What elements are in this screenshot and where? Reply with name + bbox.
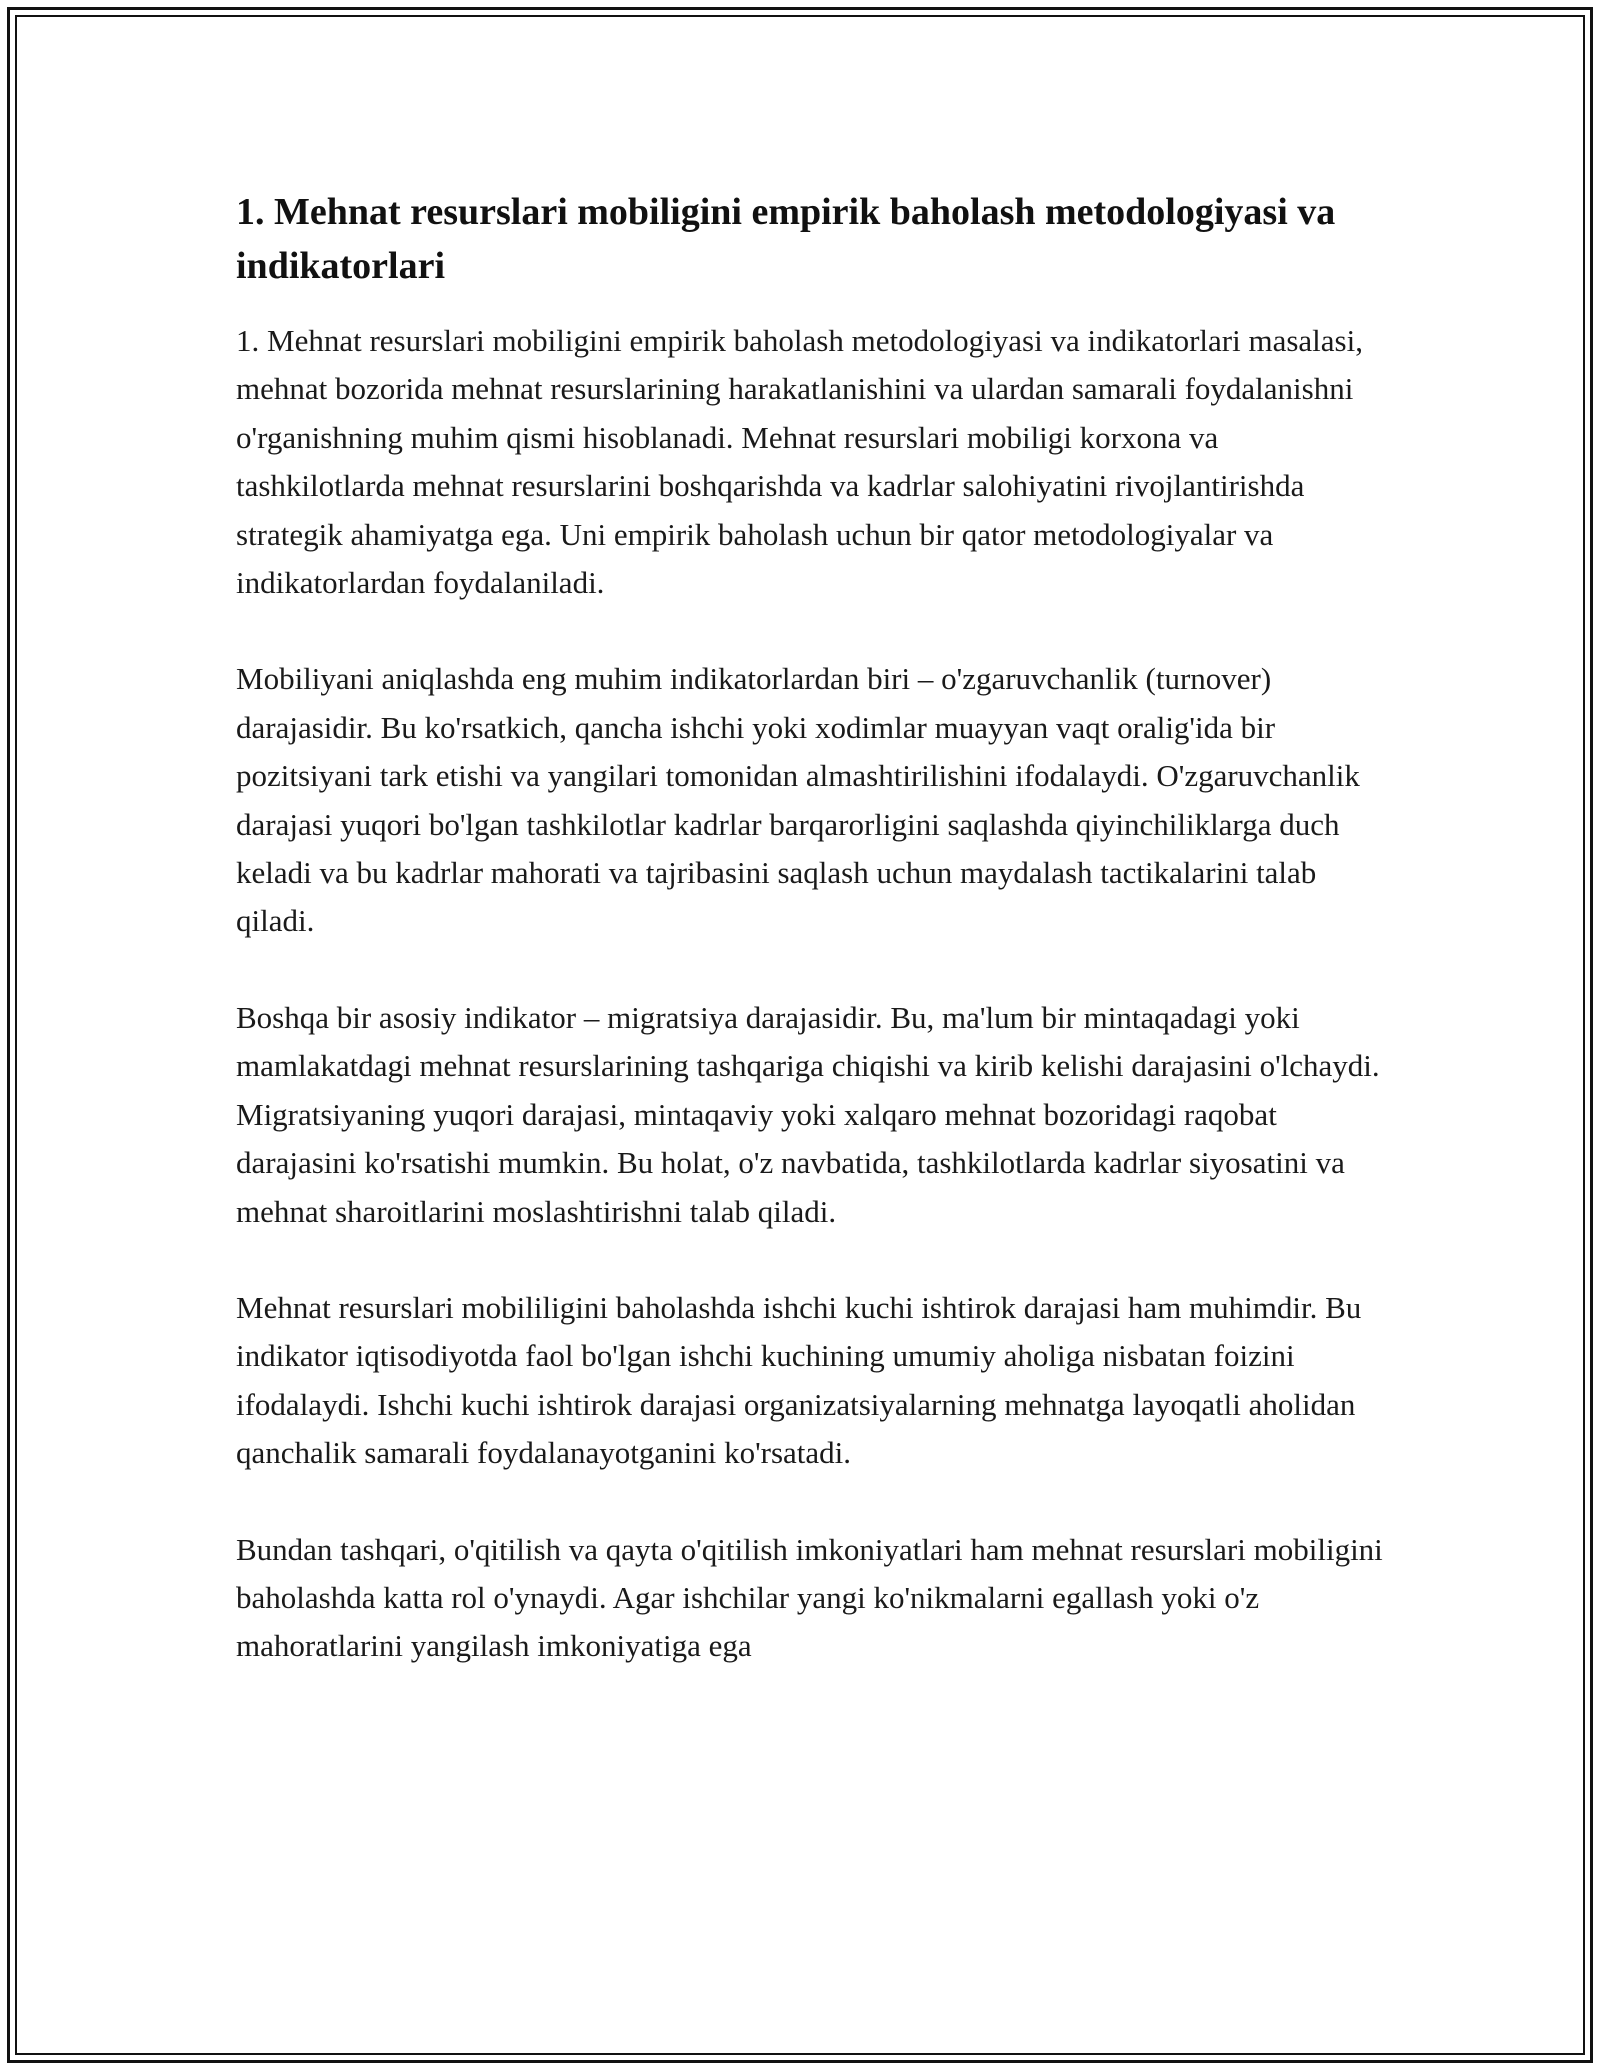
paragraph-labor-participation: Mehnat resurslari mobililigini baholashda ishchi kuchi ishtirok darajasi ham muhimdir. Bu indikator iqtisodiyotda faol bo'lgan ishchi kuchining umumiy aholiga nisbatan foizini ifodalaydi. Ishchi kuchi ishtirok darajasi organizatsiyalarning mehnatga layoqatli aholidan qanchalik samarali foydalanayotganini ko'rsatadi.: [236, 1289, 1362, 1471]
section-heading: 1. Mehnat resurslari mobiligini empirik baholash metodologiyasi va indikatorlari: [236, 191, 1336, 287]
paragraph-migration: Boshqa bir asosiy indikator – migratsiya darajasidir. Bu, ma'lum bir mintaqadagi yoki mamlakatdagi mehnat resurslarining tashqariga chiqishi va kirib kelishi darajasini o'lchaydi. Migratsiyaning yuqori darajasi, mintaqaviy yoki xalqaro mehnat bozoridagi raqobat darajasini ko'rsatishi mumkin. Bu holat, o'z navbatida, tashkilotlarda kadrlar siyosatini va mehnat sharoitlarini moslashtirishni talab qiladi.: [236, 999, 1380, 1229]
document-body: [236, 185, 1386, 1719]
paragraph-training: Bundan tashqari, o'qitilish va qayta o'qitilish imkoniyatlari ham mehnat resurslari mobiligini baholashda katta rol o'ynaydi. Agar ishchilar yangi ko'nikmalarni egallash yoki o'z mahoratlarini yangilash imkoniyatiga ega: [236, 1531, 1383, 1664]
paragraph-intro: 1. Mehnat resurslari mobiligini empirik baholash metodologiyasi va indikatorlari masalasi, mehnat bozorida mehnat resurslarining harakatlanishini va ulardan samarali foydalanishni o'rganishning muhim qismi hisoblanadi. Mehnat resurslari mobiligi korxona va tashkilotlarda mehnat resurslarini boshqarishda va kadrlar salohiyatini rivojlantirishda strategik ahamiyatga ega. Uni empirik baholash uchun bir qator metodologiyalar va indikatorlardan foydalaniladi.: [236, 323, 1363, 601]
paragraph-turnover: Mobiliyani aniqlashda eng muhim indikatorlardan biri – o'zgaruvchanlik (turnover) darajasidir. Bu ko'rsatkich, qancha ishchi yoki xodimlar muayyan vaqt oralig'ida bir pozitsiyani tark etishi va yangilari tomonidan almashtirilishini ifodalaydi. O'zgaruvchanlik darajasi yuqori bo'lgan tashkilotlar kadrlar barqarorligini saqlashda qiyinchiliklarga duch keladi va bu kadrlar mahorati va tajribasini saqlash uchun maydalash tactikalarini talab qiladi.: [236, 661, 1360, 939]
